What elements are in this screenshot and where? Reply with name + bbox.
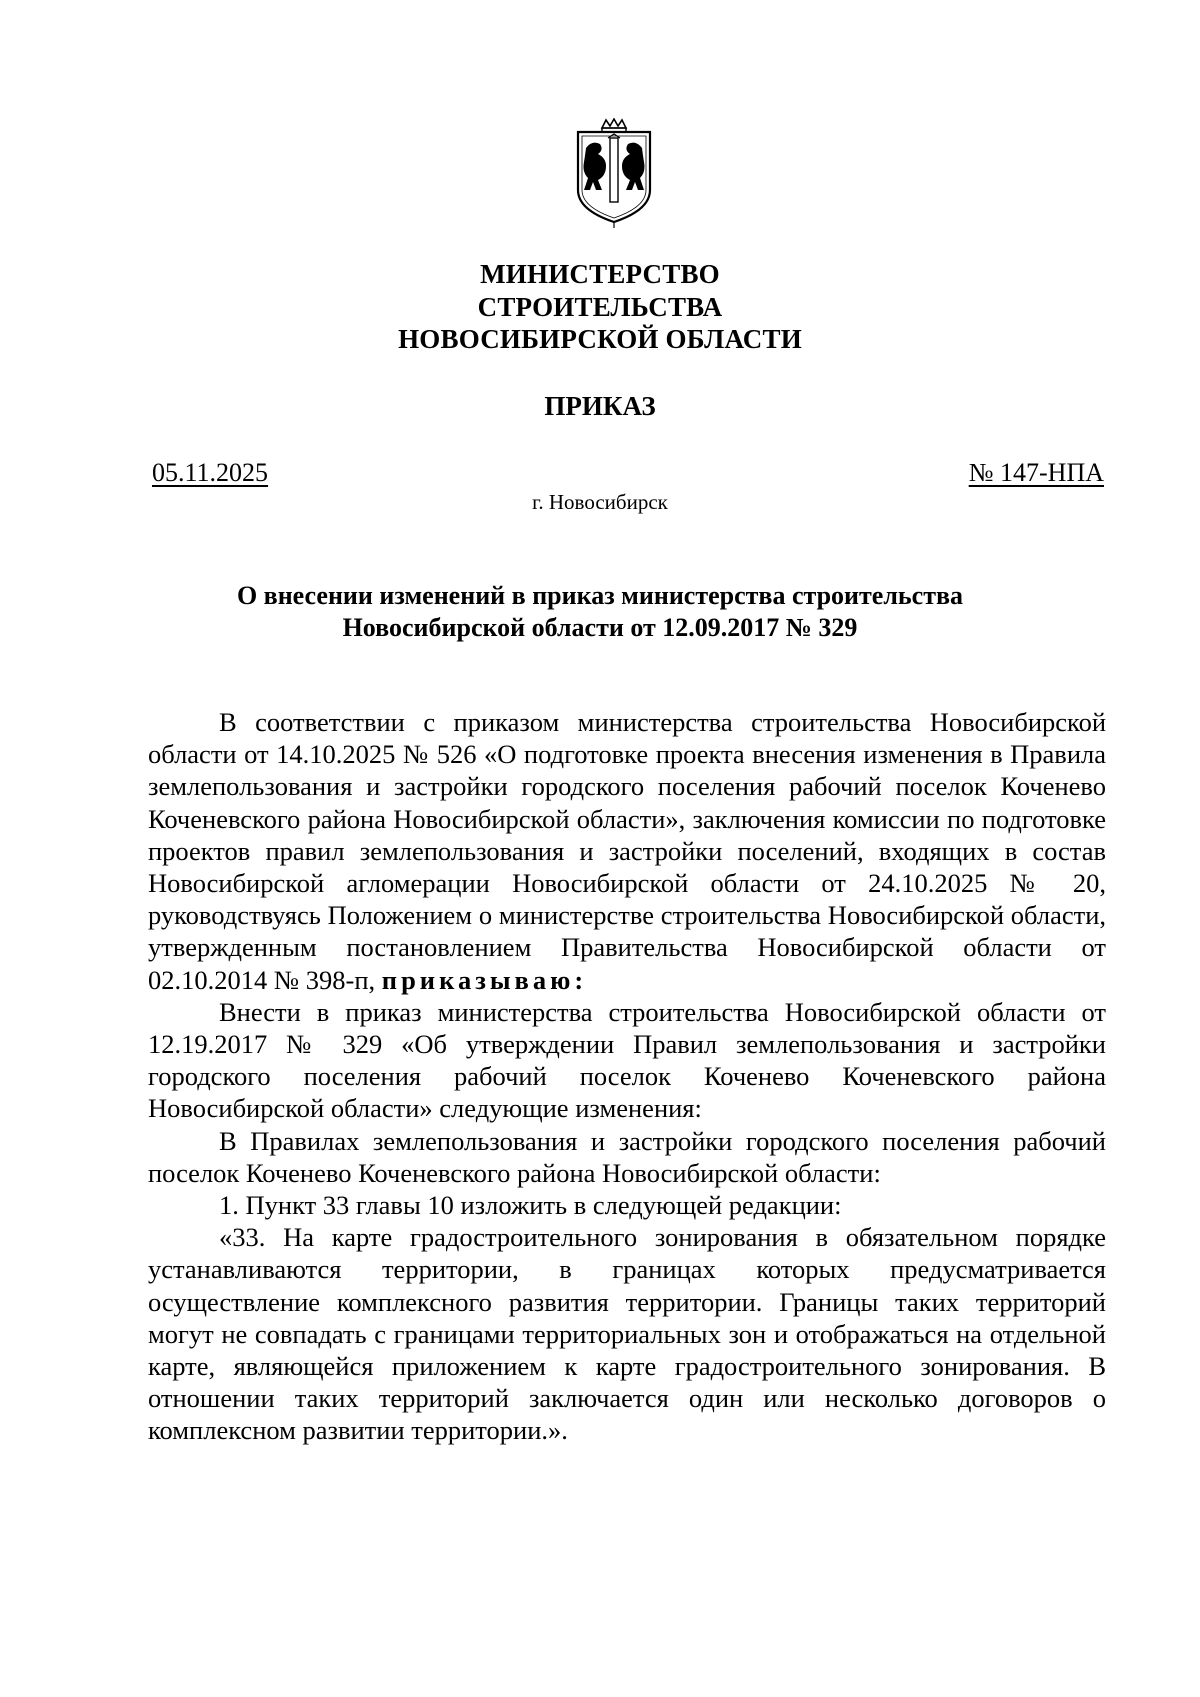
paragraph-preamble [148, 706, 1106, 996]
paragraph-item-1: 1. Пункт 33 главы 10 изложить в следующей редакции: [219, 1190, 842, 1221]
document-body [148, 706, 1106, 1447]
paragraph-rules: В Правилах землепользования и застройки городского поселения рабочий поселок Коченево Коченевского района Новосибирской области: [148, 1125, 1106, 1188]
document-title-line-2: Новосибирской области от 12.09.2017 № 329 [342, 613, 858, 642]
paragraph-amend: Внести в приказ министерства строительства Новосибирской области от 12.19.2017 № 329 «Об утверждении Правил землепользования и застройки городского поселения рабочий поселок Коченево Коченевского района Новосибирской области» следующие изменения: [148, 996, 1106, 1124]
document-city: г. Новосибирск [532, 490, 668, 514]
paragraph-item-33: «33. На карте градостроительного зонирования в обязательном порядке устанавливаются территории, в границах которых предусматривается осуществление комплексного развития территории. Границы таких территорий могут не совпадать с границами территориальных зон и отображаться на отдельной карте, являющейся приложением к карте градостроительного зонирования. В отношении таких территорий заключается один или несколько договоров о комплексном развитии территории.». [148, 1222, 1106, 1446]
document-number: № 147-НПА [968, 458, 1104, 487]
document-type: ПРИКАЗ [544, 391, 656, 421]
coat-of-arms-icon [572, 118, 656, 230]
ministry-name-line-1: МИНИСТЕРСТВО [480, 259, 720, 289]
preamble-text: В соответствии с приказом министерства строительства Новосибирской области от 14.10.2025 № 526 «О подготовке проекта внесения изменения в Правила землепользования и застройки городского поселения рабочий поселок Коченево Коченевского района Новосибирской области», заключения комиссии по подготовке проектов правил землепользования и застройки поселений, входящих в состав Новосибирской агломерации Новосибирской области от 24.10.2025 № 20, руководствуясь Положением о министерстве строительства Новосибирской области, утвержденным постановлением Правительства Новосибирской области от 02.10.2014 № 398-п, [148, 707, 1106, 995]
order-keyword: приказываю: [381, 964, 588, 995]
document-title-line-1: О внесении изменений в приказ министерства строительства [236, 581, 964, 610]
ministry-name-line-2: СТРОИТЕЛЬСТВА [477, 292, 723, 322]
document-date: 05.11.2025 [152, 458, 269, 487]
ministry-name-line-3: НОВОСИБИРСКОЙ ОБЛАСТИ [398, 324, 802, 354]
